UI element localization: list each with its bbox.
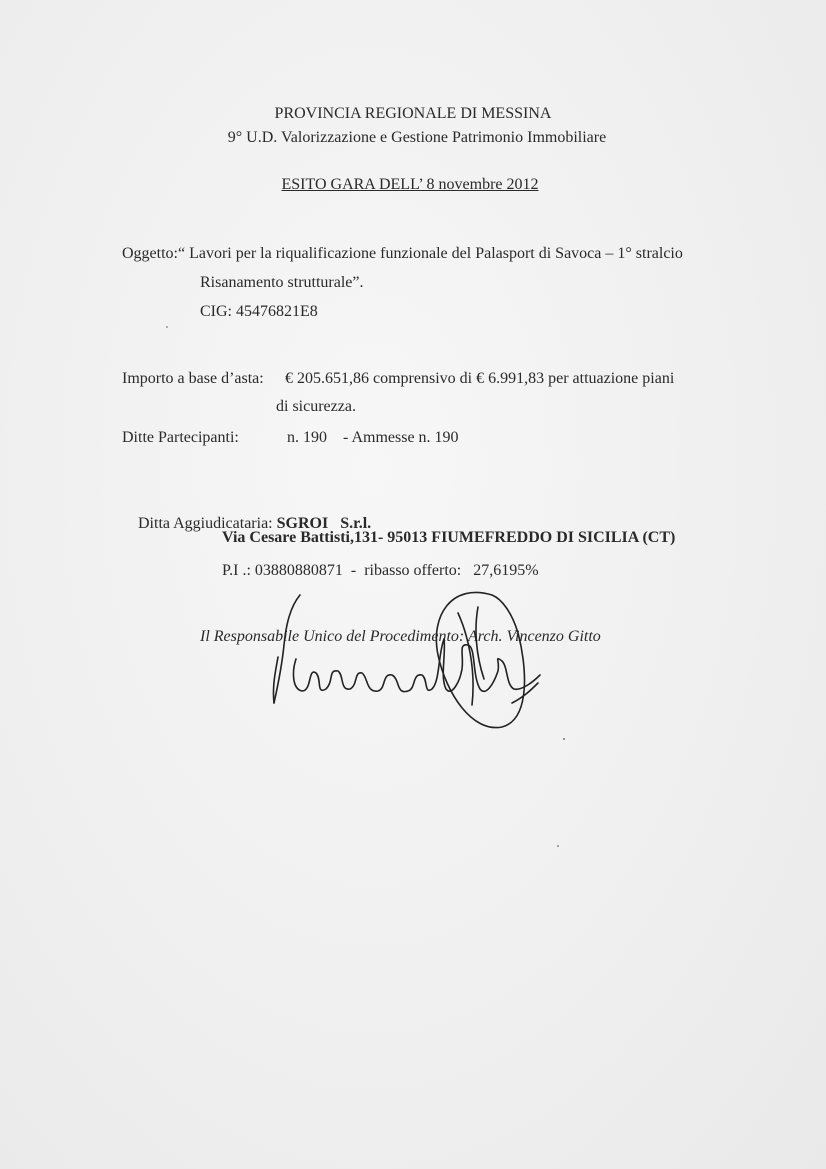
scan-speck [166, 326, 168, 328]
aggiudicataria-address: Via Cesare Battisti,131- 95013 FIUMEFREDDO DI SICILIA (CT) [222, 529, 676, 546]
oggetto-label: Oggetto: [122, 245, 178, 262]
oggetto-text: “ Lavori per la riqualificazione funzionale del Palasport di Savoca – 1° stralcio [178, 245, 683, 262]
importo-label: Importo a base d’asta: [122, 370, 264, 387]
aggiudicataria-label: Ditta Aggiudicataria: [138, 515, 273, 532]
cig-code: CIG: 45476821E8 [200, 303, 318, 320]
aggiudicataria-details: P.I .: 03880880871 - ribasso offerto: 27,6195% [222, 562, 539, 579]
header-department: 9° U.D. Valorizzazione e Gestione Patrimonio Immobiliare [227, 129, 607, 146]
importo-value-line2: di sicurezza. [276, 398, 356, 415]
document-title: ESITO GARA DELL’ 8 novembre 2012 [281, 176, 539, 193]
oggetto-line2: Risanamento strutturale”. [200, 274, 364, 291]
aggiudicataria-name: SGROI S.r.l. [276, 515, 372, 532]
scan-speck [563, 738, 565, 740]
scan-speck [557, 845, 559, 847]
header-province: PROVINCIA REGIONALE DI MESSINA [274, 105, 552, 122]
firma-responsabile: Il Responsabile Unico del Procedimento: Arch. Vincenzo Gitto [200, 628, 601, 645]
handwritten-signature [262, 585, 552, 735]
importo-value: € 205.651,86 comprensivo di € 6.991,83 per attuazione piani [285, 370, 675, 387]
ditte-value: n. 190 - Ammesse n. 190 [287, 429, 459, 446]
ditte-label: Ditte Partecipanti: [122, 429, 239, 446]
oggetto-line1 [122, 244, 683, 264]
